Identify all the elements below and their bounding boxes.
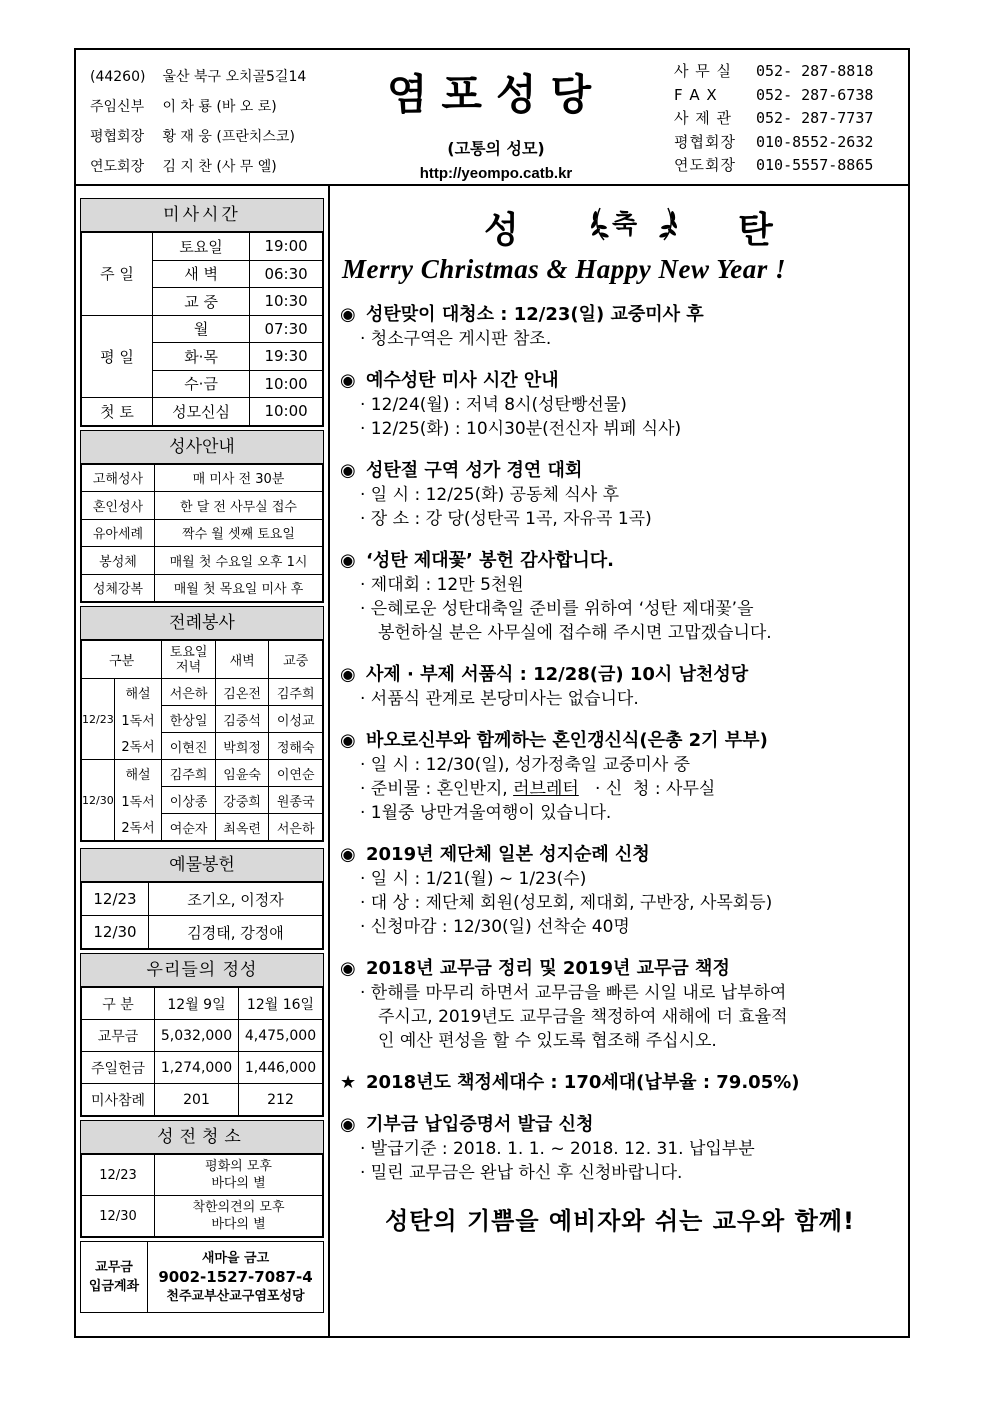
sacrament-name: 유아세례 xyxy=(82,519,155,547)
liturgy-person: 이성교 xyxy=(269,706,323,733)
contact-number: 052- 287-7737 xyxy=(756,109,874,127)
liturgy-person: 박희정 xyxy=(215,733,269,760)
liturgy-role: 2독서 xyxy=(114,814,162,841)
liturgy-role: 1독서 xyxy=(121,794,155,810)
liturgy-person: 이상종 xyxy=(162,787,216,814)
contact-number: 052- 287-6738 xyxy=(756,85,874,104)
sacrament-name: 봉성체 xyxy=(82,547,155,575)
liturgy-person: 서은하 xyxy=(269,814,323,841)
bullet-icon: ◉ xyxy=(340,664,356,685)
notice-item xyxy=(340,729,900,825)
mass-time: 10:00 xyxy=(250,370,323,398)
notice-text: · 신 청 : 사무실 xyxy=(578,779,716,799)
liturgy-date: 12/23 xyxy=(82,679,115,760)
contact-number: 010-8552-2632 xyxy=(756,132,874,151)
contribution-header: 12월 16일 xyxy=(239,988,323,1020)
notice-line: · 12/24(월) : 저녁 8시(성탄빵선물) xyxy=(360,395,627,415)
mass-time: 06:30 xyxy=(250,260,323,288)
cleaning-group: 바다의 별 xyxy=(211,1176,266,1191)
offering-table xyxy=(81,882,323,949)
xmas-char: 축 xyxy=(612,210,638,240)
liturgy-person: 김중석 xyxy=(215,706,269,733)
mass-time: 07:30 xyxy=(250,315,323,343)
christmas-heading xyxy=(340,198,900,251)
contact-number: 052- 287-8818 xyxy=(756,62,874,80)
notice-line: · 12/25(화) : 10시30분(전신자 뷔페 식사) xyxy=(360,419,682,439)
cleaning-group: 평화의 모후 xyxy=(205,1159,272,1174)
liturgy-person: 서은하 xyxy=(162,679,216,706)
contact-label: 평협회장 xyxy=(674,132,736,151)
liturgy-role: 1독서 xyxy=(121,713,155,729)
liturgy-person: 정해숙 xyxy=(269,733,323,760)
contribution-value: 212 xyxy=(239,1084,323,1116)
love-letter-text: 러브레터 xyxy=(513,779,579,799)
notice-title: 바오로신부와 함께하는 혼인갱신식(은총 2기 부부) xyxy=(366,730,768,751)
mass-time: 19:30 xyxy=(250,343,323,371)
notice-title: 2018년도 책정세대수 : 170세대(납부율 : 79.05%) xyxy=(366,1072,800,1093)
liturgy-header: 구분 xyxy=(82,641,162,679)
notice-title: 2018년 교무금 정리 및 2019년 교무금 책정 xyxy=(366,958,730,979)
xmas-char: 탄 xyxy=(738,209,773,251)
liturgy-role: 2독서 xyxy=(114,733,162,760)
offering-title: 예물봉헌 xyxy=(81,849,323,882)
contribution-table xyxy=(81,987,323,1116)
liturgy-person: 김주희 xyxy=(162,760,216,787)
notice-line: · 밀린 교무금은 완납 하신 후 신청바랍니다. xyxy=(360,1163,683,1183)
account-info xyxy=(148,1242,323,1312)
sacrament-info: 한 달 전 사무실 접수 xyxy=(155,492,323,520)
header-left-info xyxy=(90,62,306,182)
bullet-icon: ◉ xyxy=(340,844,356,865)
notice-title: 예수성탄 미사 시간 안내 xyxy=(366,370,559,391)
notice-line: · 장 소 : 강 당(성탄곡 1곡, 자유곡 1곡) xyxy=(360,509,652,529)
notice-title: ‘성탄 제대꽃’ 봉헌 감사합니다. xyxy=(366,550,614,571)
liturgy-person: 강중희 xyxy=(215,787,269,814)
contact-label: 사 제 관 xyxy=(674,109,733,127)
liturgy-person: 최옥련 xyxy=(215,814,269,841)
bullet-icon: ◉ xyxy=(340,370,356,391)
contact-label: 연도회장 xyxy=(674,156,736,174)
notice-item xyxy=(340,369,900,441)
notice-title: 사제 · 부제 서품식 : 12/28(금) 10시 남천성당 xyxy=(366,664,749,685)
church-url[interactable]: http://yeompo.catb.kr xyxy=(419,165,573,182)
account-holder: 천주교부산교구염포성당 xyxy=(166,1288,305,1304)
account-label-line: 교무금 xyxy=(95,1260,133,1275)
liturgy-person: 김온전 xyxy=(215,679,269,706)
cleaning-group: 바다의 별 xyxy=(211,1217,266,1232)
weekday-label: 평 일 xyxy=(82,315,153,398)
sacrament-info: 매월 첫 목요일 미사 후 xyxy=(155,574,323,602)
cleaning-table xyxy=(81,1154,323,1237)
contact-number: 010-5557-8865 xyxy=(756,156,874,174)
notice-item xyxy=(340,957,900,1053)
notice-line xyxy=(340,777,900,801)
header-center xyxy=(376,58,616,182)
mass-times-title: 미사시간 xyxy=(81,199,323,232)
liturgy-person: 한상일 xyxy=(162,706,216,733)
liturgy-person: 이현진 xyxy=(162,733,216,760)
bulletin-page xyxy=(74,48,910,1338)
notice-line: · 발급기준 : 2018. 1. 1. ~ 2018. 12. 31. 납입부분 xyxy=(360,1139,755,1159)
liturgy-person: 이연순 xyxy=(269,760,323,787)
contribution-header: 12월 9일 xyxy=(155,988,239,1020)
liturgy-table xyxy=(81,640,323,841)
bank-name: 새마을 금고 xyxy=(201,1250,270,1266)
notice-item xyxy=(340,1113,900,1185)
liturgy-header: 교중 xyxy=(269,641,323,679)
notice-line: · 한해를 마무리 하면서 교무금을 빠른 시일 내로 납부하여 xyxy=(360,983,787,1003)
offering-names: 김경태, 강정애 xyxy=(149,916,323,949)
notice-line: 봉헌하실 분은 사무실에 접수해 주시면 고맙겠습니다. xyxy=(378,623,772,643)
account-box xyxy=(80,1241,324,1313)
notice-line: · 일 시 : 12/30(일), 성가정축일 교중미사 중 xyxy=(360,755,691,775)
cleaning-box xyxy=(80,1120,324,1238)
contribution-label: 교무금 xyxy=(82,1020,155,1052)
mass-time: 19:00 xyxy=(250,233,323,261)
notice-line: · 제대회 : 12만 5천원 xyxy=(360,575,524,595)
contact-label: F A X xyxy=(674,85,718,104)
notice-item xyxy=(340,1071,900,1095)
church-patron: (고통의 성모) xyxy=(447,139,545,158)
liturgy-date: 12/30 xyxy=(82,760,115,841)
notice-line: · 청소구역은 게시판 참조. xyxy=(360,329,552,349)
cleaning-date: 12/23 xyxy=(82,1155,155,1196)
liturgy-title: 전례봉사 xyxy=(81,607,323,640)
left-column xyxy=(80,198,324,1313)
contribution-value: 201 xyxy=(155,1084,239,1116)
yeondo-name: 김 지 찬 (사 무 엘) xyxy=(162,159,277,175)
bullet-icon: ◉ xyxy=(340,550,356,571)
sacrament-table xyxy=(81,464,323,603)
notice-line: · 대 상 : 제단체 회원(성모회, 제대회, 구반장, 사목회등) xyxy=(360,893,773,913)
contribution-label: 주일헌금 xyxy=(82,1052,155,1084)
mass-day: 수·금 xyxy=(153,370,250,398)
greeting: Merry Christmas & Happy New Year ! xyxy=(342,254,787,284)
bullet-icon: ◉ xyxy=(340,304,356,325)
notice-item xyxy=(340,663,900,711)
notice-line: · 신청마감 : 12/30(일) 선착순 40명 xyxy=(360,917,630,937)
notice-line: · 일 시 : 12/25(화) 공동체 식사 후 xyxy=(360,485,620,505)
sacrament-info: 매월 첫 수요일 오후 1시 xyxy=(155,547,323,575)
pastor-name: 이 차 룡 (바 오 로) xyxy=(162,99,277,115)
mass-times-box xyxy=(80,198,324,427)
header-contacts xyxy=(674,60,873,178)
notice-title: 2019년 제단체 일본 성지순례 신청 xyxy=(366,844,650,865)
liturgy-person: 여순자 xyxy=(162,814,216,841)
pastor-label: 주임신부 xyxy=(90,99,145,115)
account-label xyxy=(81,1242,148,1312)
notice-text: · 준비물 : 혼인반지, xyxy=(360,779,514,799)
star-icon: ★ xyxy=(340,1072,357,1093)
liturgy-box xyxy=(80,606,324,842)
notice-item xyxy=(340,303,900,351)
notice-line: · 1월중 낭만겨울여행이 있습니다. xyxy=(360,803,612,823)
contact-label: 사 무 실 xyxy=(674,62,733,80)
sacrament-name: 고해성사 xyxy=(82,464,155,492)
liturgy-role: 해설 xyxy=(114,760,162,787)
notice-title: 성탄맞이 대청소 : 12/23(일) 교중미사 후 xyxy=(366,304,704,325)
liturgy-role: 해설 xyxy=(125,686,151,702)
account-number: 9002-1527-7087-4 xyxy=(158,1267,313,1286)
notice-line: · 일 시 : 1/21(월) ~ 1/23(수) xyxy=(360,869,587,889)
sacrament-box xyxy=(80,430,324,604)
notice-line: · 서품식 관계로 본당미사는 없습니다. xyxy=(360,689,639,709)
notice-title: 성탄절 구역 성가 경연 대회 xyxy=(366,460,583,481)
contribution-title: 우리들의 정성 xyxy=(81,954,323,987)
right-column xyxy=(340,198,900,1236)
mass-day: 교 중 xyxy=(153,288,250,316)
liturgy-person: 임윤숙 xyxy=(215,760,269,787)
sacrament-name: 성체강복 xyxy=(82,574,155,602)
offering-names: 조기오, 이정자 xyxy=(149,883,323,916)
mass-day: 화·목 xyxy=(153,343,250,371)
mass-day: 토요일 xyxy=(153,233,250,261)
contribution-label: 미사참례 xyxy=(82,1084,155,1116)
mass-day: 성모신심 xyxy=(153,398,250,426)
column-divider xyxy=(328,184,330,1338)
liturgy-person: 원종국 xyxy=(269,787,323,814)
contribution-header: 구 분 xyxy=(82,988,155,1020)
notice-title: 기부금 납입증명서 발급 신청 xyxy=(366,1114,594,1135)
mass-day: 새 벽 xyxy=(153,260,250,288)
sacrament-title: 성사안내 xyxy=(81,431,323,464)
address: 울산 북구 오치골5길14 xyxy=(162,69,307,85)
bullet-icon: ◉ xyxy=(340,1114,356,1135)
notice-item xyxy=(340,549,900,645)
notice-line: 주시고, 2019년도 교무금을 책정하여 새해에 더 효율적 xyxy=(378,1007,788,1027)
cleaning-title: 성전청소 xyxy=(81,1121,323,1154)
xmas-char: 성 xyxy=(484,209,519,251)
offering-date: 12/30 xyxy=(82,916,149,949)
bullet-icon: ◉ xyxy=(340,730,356,751)
closing-message: 성탄의 기쁨을 예비자와 쉬는 교우와 함께! xyxy=(385,1207,855,1235)
contribution-box xyxy=(80,953,324,1117)
mass-time: 10:30 xyxy=(250,288,323,316)
notice-item xyxy=(340,459,900,531)
yeondo-label: 연도회장 xyxy=(90,159,145,175)
notice-line: · 은혜로운 성탄대축일 준비를 위하여 ‘성탄 제대꽃’을 xyxy=(360,599,754,619)
offering-box xyxy=(80,848,324,950)
liturgy-person: 김주희 xyxy=(269,679,323,706)
mass-day: 월 xyxy=(153,315,250,343)
notice-item xyxy=(340,843,900,939)
sacrament-info: 짝수 월 셋째 토요일 xyxy=(155,519,323,547)
first-sat-label: 첫 토 xyxy=(82,398,153,426)
offering-date: 12/23 xyxy=(82,883,149,916)
bullet-icon: ◉ xyxy=(340,958,356,979)
liturgy-header: 새벽 xyxy=(215,641,269,679)
council-name: 황 재 웅 (프란치스코) xyxy=(162,129,295,145)
cleaning-group: 착한의견의 모후 xyxy=(192,1200,285,1215)
header xyxy=(76,50,908,186)
contribution-value: 4,475,000 xyxy=(239,1020,323,1052)
notice-line: 인 예산 편성을 할 수 있도록 협조해 주십시오. xyxy=(378,1031,717,1051)
church-name: 염포성당 xyxy=(386,70,606,119)
mass-time: 10:00 xyxy=(250,398,323,426)
contribution-value: 5,032,000 xyxy=(155,1020,239,1052)
contribution-value: 1,446,000 xyxy=(239,1052,323,1084)
sunday-label: 주 일 xyxy=(82,233,153,316)
council-label: 평협회장 xyxy=(90,129,145,145)
sacrament-info: 매 미사 전 30분 xyxy=(155,464,323,492)
cleaning-date: 12/30 xyxy=(82,1196,155,1237)
contribution-value: 1,274,000 xyxy=(155,1052,239,1084)
account-label-line: 입금계좌 xyxy=(88,1279,140,1294)
sacrament-name: 혼인성사 xyxy=(82,492,155,520)
mass-times-table xyxy=(81,232,323,426)
bullet-icon: ◉ xyxy=(340,460,356,481)
liturgy-header: 토요일 저녁 xyxy=(162,641,216,679)
zip-code: (44260) xyxy=(90,69,146,85)
